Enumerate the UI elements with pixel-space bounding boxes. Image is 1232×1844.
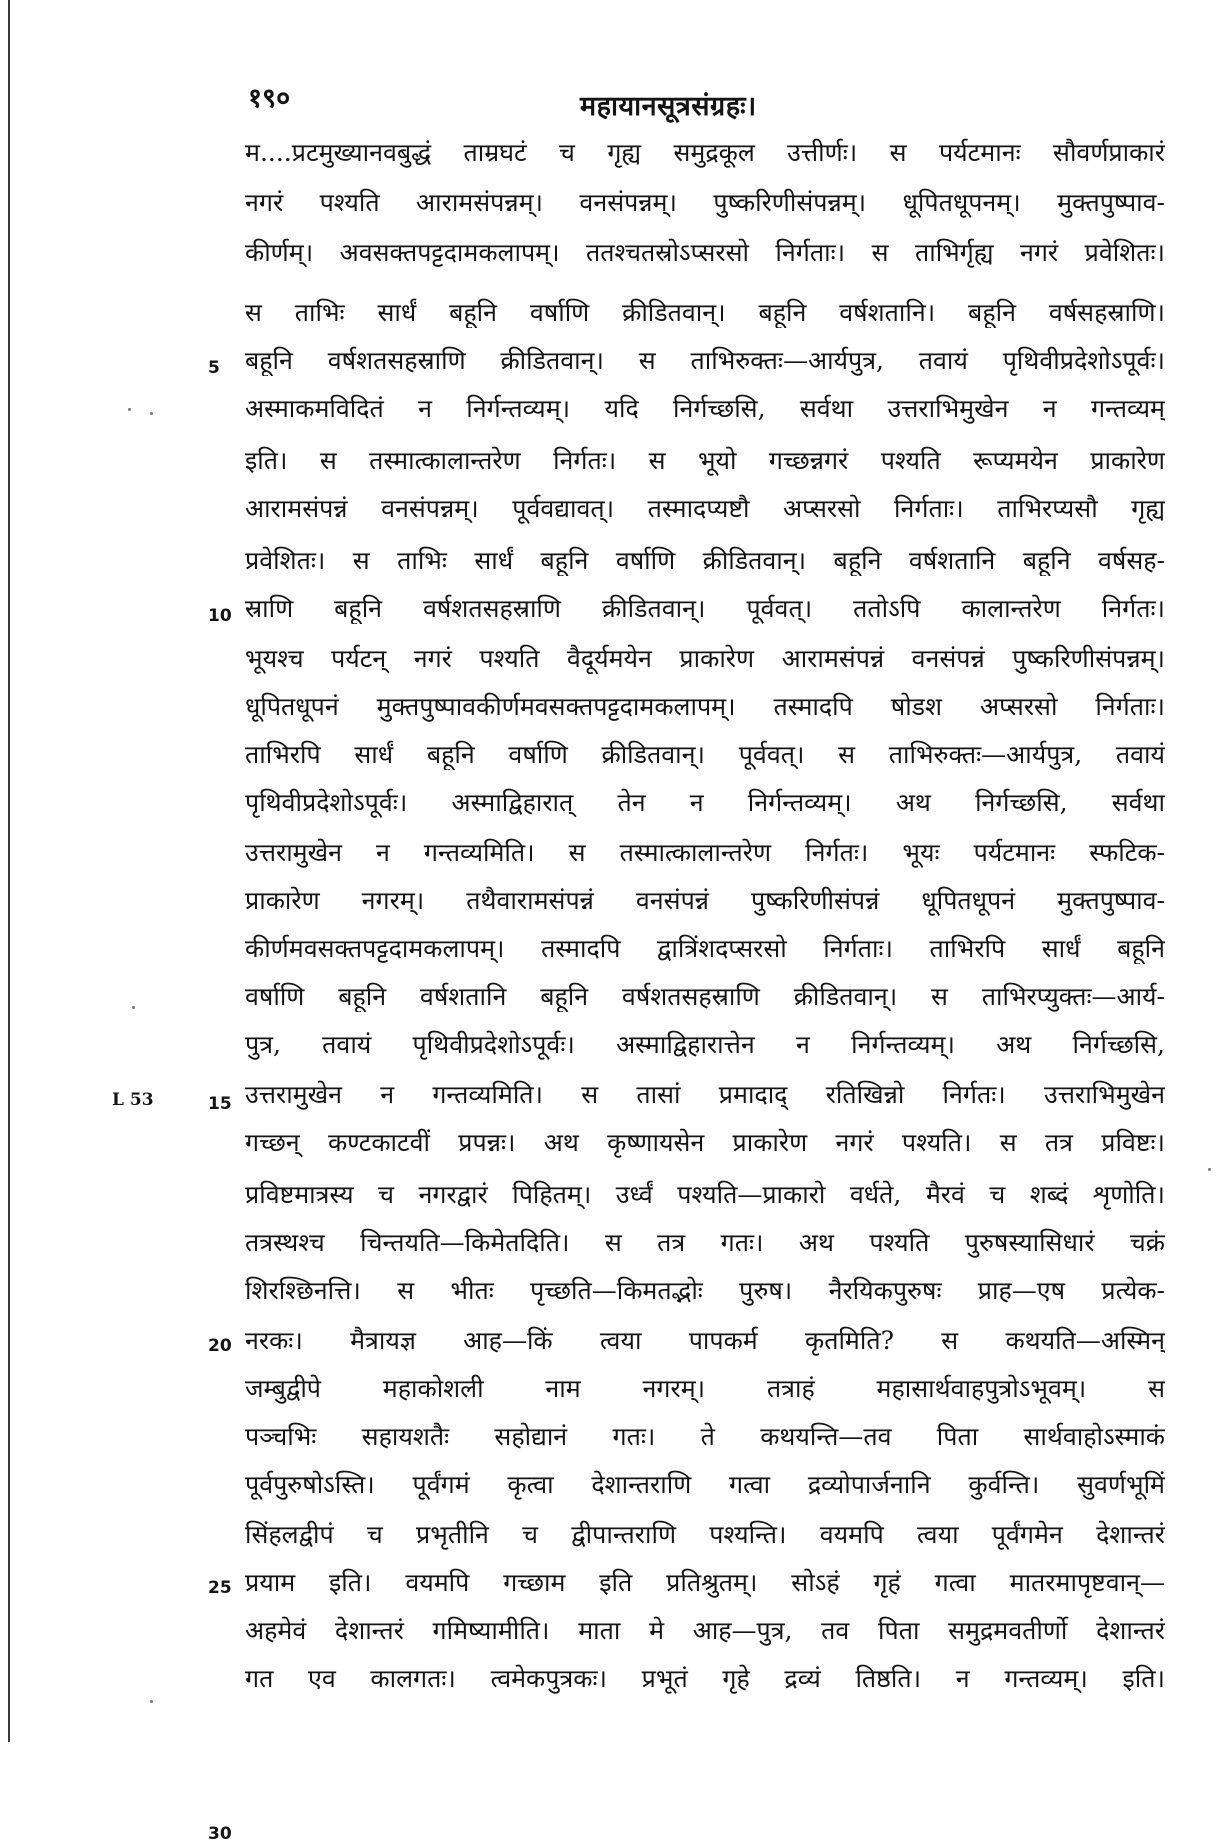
text-line: पृथिवीप्रदेशोऽपूर्वः। अस्माद्विहारात् तेन न निर्गन्तव्यम्। अथ निर्गच्छसि, सर्वथा bbox=[245, 788, 1165, 817]
scan-speck bbox=[132, 1006, 135, 1009]
text-line: नरकः। मैत्रायज्ञ आह—किं त्वया पापकर्म कृतमिति? स कथयति—अस्मिन् bbox=[245, 1326, 1165, 1355]
text-line: नगरं पश्यति आरामसंपन्नम्। वनसंपन्नम्। पुष्करिणीसंपन्नम्। धूपितधूपनम्। मुक्तपुष्पाव- bbox=[245, 188, 1165, 217]
text-line: कीर्णम्। अवसक्तपट्टदामकलापम्। ततश्चतस्रोऽप्सरसो निर्गताः। स ताभिर्गृह्य नगरं प्रवेशितः। bbox=[245, 238, 1165, 267]
text-line: स ताभिः सार्धं बहूनि वर्षाणि क्रीडितवान्। बहूनि वर्षशतानि। बहूनि वर्षसहस्राणि। bbox=[245, 298, 1165, 327]
scan-speck bbox=[150, 412, 153, 415]
text-line: जम्बुद्वीपे महाकोशली नाम नगरम्। तत्राहं महासार्थवाहपुत्रोऽभूवम्। स bbox=[245, 1374, 1165, 1403]
text-line: कीर्णमवसक्तपट्टदामकलापम्। तस्मादपि द्वात्रिंशदप्सरसो निर्गताः। ताभिरपि सार्धं बहूनि bbox=[245, 934, 1165, 963]
text-line: प्रवेशितः। स ताभिः सार्धं बहूनि वर्षाणि क्रीडितवान्। बहूनि वर्षशतानि बहूनि वर्षसह- bbox=[245, 546, 1165, 575]
line-number: 30 bbox=[208, 1824, 232, 1844]
text-line: उत्तरामुखेन न गन्तव्यमिति। स तस्मात्कालान्तरेण निर्गतः। भूयः पर्यटमानः स्फटिक- bbox=[245, 838, 1165, 867]
text-line: वर्षाणि बहूनि वर्षशतानि बहूनि वर्षशतसहस्राणि क्रीडितवान्। स ताभिरप्युक्तः—आर्य- bbox=[245, 982, 1165, 1011]
text-line: स्राणि बहूनि वर्षशतसहस्राणि क्रीडितवान्। पूर्ववत्। ततोऽपि कालान्तरेण निर्गतः। bbox=[245, 594, 1165, 623]
page-edge-line bbox=[8, 0, 10, 1742]
text-line: पञ्चभिः सहायशतैः सहोद्यानं गतः। ते कथयन्ति—तव पिता सार्थवाहोऽस्माकं bbox=[245, 1422, 1165, 1451]
running-title: महायानसूत्रसंग्रहः। bbox=[580, 91, 757, 122]
text-line: अस्माकमविदितं न निर्गन्तव्यम्। यदि निर्गच्छसि, सर्वथा उत्तराभिमुखेन न गन्तव्यम् bbox=[245, 394, 1165, 423]
line-number: 20 bbox=[208, 1336, 232, 1356]
scan-speck bbox=[128, 408, 131, 411]
text-line: उत्तरामुखेन न गन्तव्यमिति। स तासां प्रमादाद् रतिखिन्नो निर्गतः। उत्तराभिमुखेन bbox=[245, 1080, 1165, 1109]
text-line: बहूनि वर्षशतसहस्राणि क्रीडितवान्। स ताभिरुक्तः—आर्यपुत्र, तवायं पृथिवीप्रदेशोऽपूर्वः। bbox=[245, 346, 1165, 375]
text-line: पुत्र, तवायं पृथिवीप्रदेशोऽपूर्वः। अस्माद्विहारात्तेन न निर्गन्तव्यम्। अथ निर्गच्छसि, bbox=[245, 1030, 1165, 1059]
text-line: शिरश्छिनत्ति। स भीतः पृच्छति—किमतद्भोः पुरुष। नैरयिकपुरुषः प्राह—एष प्रत्येक- bbox=[245, 1276, 1165, 1305]
text-line: भूयश्च पर्यटन् नगरं पश्यति वैदूर्यमयेन प्राकारेण आरामसंपन्नं वनसंपन्नं पुष्करिणीसंपन्नम्। bbox=[245, 644, 1165, 673]
page-number: १९० bbox=[248, 83, 291, 114]
text-line: इति। स तस्मात्कालान्तरेण निर्गतः। स भूयो गच्छन्नगरं पश्यति रूप्यमयेन प्राकारेण bbox=[245, 446, 1165, 475]
scan-speck bbox=[1208, 1168, 1211, 1171]
line-number: 15 bbox=[208, 1094, 232, 1114]
text-line: म....प्रटमुख्यानवबुद्धं ताम्रघटं च गृह्य समुद्रकूल उत्तीर्णः। स पर्यटमानः सौवर्णप्राकारं bbox=[245, 138, 1165, 167]
text-line: गच्छन् कण्टकाटवीं प्रपन्नः। अथ कृष्णायसेन प्राकारेण नगरं पश्यति। स तत्र प्रविष्टः। bbox=[245, 1128, 1165, 1157]
text-line: धूपितधूपनं मुक्तपुष्पावकीर्णमवसक्तपट्टदामकलापम्। तस्मादपि षोडश अप्सरसो निर्गताः। bbox=[245, 692, 1165, 721]
line-number: 5 bbox=[208, 358, 220, 378]
text-line: ताभिरपि सार्धं बहूनि वर्षाणि क्रीडितवान्। पूर्ववत्। स ताभिरुक्तः—आर्यपुत्र, तवायं bbox=[245, 740, 1165, 769]
text-line: प्रयाम इति। वयमपि गच्छाम इति प्रतिश्रुतम्। सोऽहं गृहं गत्वा मातरमापृष्टवान्— bbox=[245, 1568, 1165, 1597]
text-line: अहमेवं देशान्तरं गमिष्यामीति। माता मे आह—पुत्र, तव पिता समुद्रमवतीर्णो देशान्तरं bbox=[245, 1616, 1165, 1645]
line-number: 10 bbox=[208, 606, 232, 626]
margin-reference: L 53 bbox=[112, 1090, 154, 1110]
text-line: आरामसंपन्नं वनसंपन्नम्। पूर्ववद्यावत्। तस्मादप्यष्टौ अप्सरसो निर्गताः। ताभिरप्यसौ गृह्य bbox=[245, 494, 1165, 523]
text-line: प्राकारेण नगरम्। तथैवारामसंपन्नं वनसंपन्नं पुष्करिणीसंपन्नं धूपितधूपनं मुक्तपुष्पाव- bbox=[245, 886, 1165, 915]
text-line: गत एव कालगतः। त्वमेकपुत्रकः। प्रभूतं गृहे द्रव्यं तिष्ठति। न गन्तव्यम्। इति। bbox=[245, 1664, 1165, 1693]
scan-speck bbox=[150, 1700, 153, 1703]
line-number: 25 bbox=[208, 1578, 232, 1598]
text-line: तत्रस्थश्च चिन्तयति—किमेतदिति। स तत्र गतः। अथ पश्यति पुरुषस्यासिधारं चक्रं bbox=[245, 1228, 1165, 1257]
text-line: प्रविष्टमात्रस्य च नगरद्वारं पिहितम्। उर्ध्वं पश्यति—प्राकारो वर्धते, मैरवं च शब्दं शृणोति। bbox=[245, 1180, 1165, 1209]
text-line: पूर्वपुरुषोऽस्ति। पूर्वंगमं कृत्वा देशान्तराणि गत्वा द्रव्योपार्जनानि कुर्वन्ति। सुवर्णभूमिं bbox=[245, 1470, 1165, 1499]
text-line: सिंहलद्वीपं च प्रभृतीनि च द्वीपान्तराणि पश्यन्ति। वयमपि त्वया पूर्वंगमेन देशान्तरं bbox=[245, 1520, 1165, 1549]
